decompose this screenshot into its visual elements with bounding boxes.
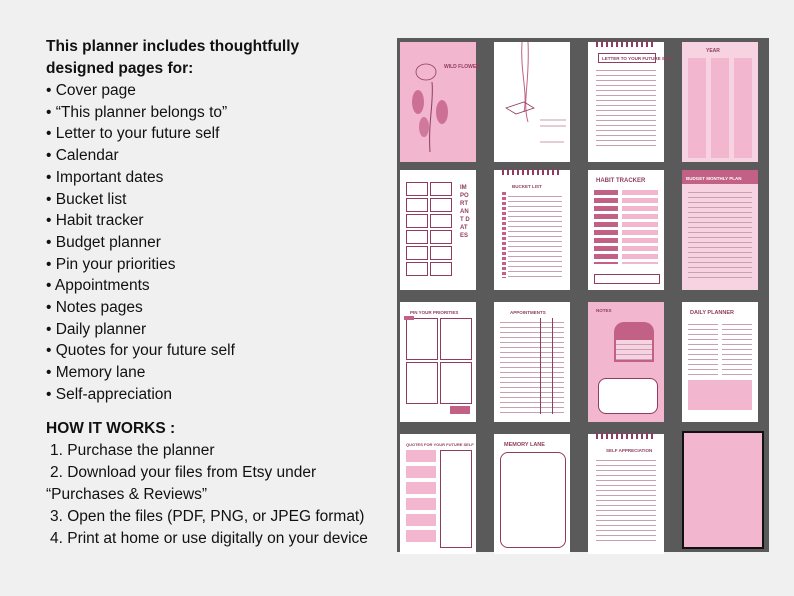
list-item: • “This planner belongs to” [46,102,386,124]
priority-box [406,362,438,404]
memory-frame [500,452,566,548]
book-icon [494,42,570,162]
notes-title: NOTES [596,308,612,313]
intro-line-1: This planner includes thoughtfully [46,38,300,55]
list-item: • Bucket list [46,189,386,211]
priority-box [440,362,472,404]
list-item: • Quotes for your future self [46,340,386,362]
list-item: • Letter to your future self [46,123,386,145]
list-item: • Important dates [46,167,386,189]
notes-box [594,274,660,284]
bucket-title: BUCKET LIST [512,184,542,189]
quotes-page-thumbnail [400,434,476,554]
daily-title: DAILY PLANNER [690,310,735,316]
appointments-title: APPOINTMENTS [510,310,546,315]
step-item: 2. Download your files from Etsy under [50,463,317,481]
bucket-list-page-thumbnail [494,170,570,290]
note-lines [616,340,652,360]
month-grid [688,58,752,158]
list-item: • Appointments [46,275,386,297]
priorities-title: PIN YOUR PRIORITIES [410,310,459,315]
blank-pink-page-thumbnail [682,431,764,549]
tape-decoration [404,316,414,320]
step-item: 4. Print at home or use digitally on your device [50,529,368,547]
schedule-lines [688,320,718,376]
cover-title: WILD FLOWER [444,64,480,70]
intro-text [46,36,386,80]
habit-labels [594,190,618,264]
todo-lines [722,320,752,376]
budget-title: BUDGET MONTHLY PLAN [686,176,742,181]
quotes-title: QUOTES FOR YOUR FUTURE SELF [406,442,474,447]
list-item: • Pin your priorities [46,254,386,276]
intro-line-2: designed pages for: [46,60,194,77]
self-title: SELF APPRECIATION [606,448,653,453]
how-it-works-title: HOW IT WORKS : [46,419,176,437]
memory-lane-page-thumbnail [494,434,570,554]
budget-page-thumbnail [682,170,758,290]
notes-page-thumbnail [588,302,664,422]
writing-lines [596,456,656,542]
letter-title: LETTER TO YOUR FUTURE SELF [602,56,674,61]
list-item: • Memory lane [46,362,386,384]
calendar-page-thumbnail [682,42,758,162]
checkbox-column [502,192,506,278]
priorities-page-thumbnail [400,302,476,422]
list-item: • Daily planner [46,319,386,341]
important-dates-page-thumbnail [400,170,476,290]
steps-list [46,440,386,550]
habit-grid [622,190,658,264]
self-appreciation-page-thumbnail [588,434,664,554]
cover-page-thumbnail [400,42,480,162]
quote-box [440,450,472,548]
daily-planner-page-thumbnail [682,302,758,422]
list-item: • Habit tracker [46,210,386,232]
writing-lines [596,66,656,146]
appointment-lines [500,318,564,414]
planner-preview-grid [397,38,769,552]
checklist-lines [508,192,562,278]
step-item: “Purchases & Reviews” [46,485,208,503]
list-item: • Calendar [46,145,386,167]
habit-title: HABIT TRACKER [596,178,646,184]
year-title: YEAR [706,48,720,54]
tape-decoration [450,406,470,414]
binder-rings [596,41,656,47]
description-panel [46,36,386,550]
list-item: • Cover page [46,80,386,102]
belongs-to-page-thumbnail [494,42,570,162]
list-item: • Notes pages [46,297,386,319]
habit-tracker-page-thumbnail [588,170,664,290]
step-item: 1. Purchase the planner [50,441,215,459]
step-item: 3. Open the files (PDF, PNG, or JPEG format) [50,507,365,525]
important-title: IMPORTANT DATES [460,185,470,239]
feature-list [46,80,386,406]
appointments-page-thumbnail [494,302,570,422]
date-boxes [406,182,454,278]
binder-rings [502,169,562,175]
priority-box [440,318,472,360]
list-item: • Budget planner [46,232,386,254]
memory-title: MEMORY LANE [504,442,545,448]
list-item: • Self-appreciation [46,384,386,406]
binder-rings [596,433,656,439]
flower-icon [400,42,476,162]
budget-lines [688,188,752,282]
title-frame [598,53,656,63]
priority-box [406,318,438,360]
letter-page-thumbnail [588,42,674,162]
